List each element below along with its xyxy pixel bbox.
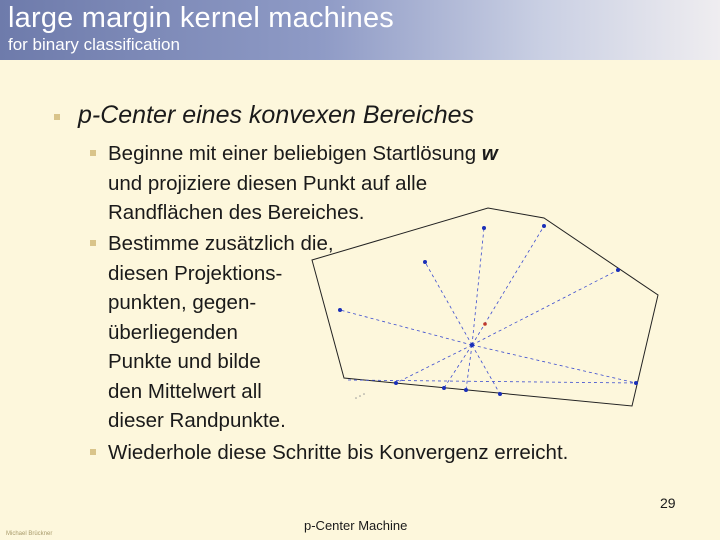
boundary-points bbox=[338, 224, 638, 396]
bullet-1-line-1: Beginne mit einer beliebigen Startlösung w bbox=[108, 142, 498, 165]
bullet-2-line-7: dieser Randpunkte. bbox=[108, 409, 286, 432]
projection-line bbox=[472, 345, 500, 394]
bullet-1-line-2: und projiziere diesen Punkt auf alle bbox=[108, 171, 428, 195]
edge-ticks bbox=[355, 393, 365, 399]
projection-line bbox=[466, 345, 472, 390]
bullet-2-line-4: überliegenden bbox=[108, 320, 238, 344]
projection-lines bbox=[340, 226, 636, 394]
footer-title: p-Center Machine bbox=[304, 518, 408, 533]
boundary-point bbox=[498, 392, 502, 396]
center-point bbox=[483, 322, 487, 326]
projection-line bbox=[396, 345, 472, 383]
slide-title: large margin kernel machines bbox=[8, 2, 394, 34]
bullet-3-line-1: Wiederhole diese Schritte bis Konvergenz erreicht. bbox=[108, 441, 569, 464]
projection-line bbox=[472, 270, 618, 345]
boundary-point bbox=[616, 268, 620, 272]
boundary-point bbox=[394, 381, 398, 385]
section-heading: p-Center eines konvexen Bereiches bbox=[78, 101, 475, 129]
boundary-point bbox=[338, 308, 342, 312]
page-number: 29 bbox=[660, 495, 676, 511]
bullet-2-line-5: Punkte und bilde bbox=[108, 350, 261, 373]
bullet-2-line-2: diesen Projektions- bbox=[108, 261, 283, 285]
projection-line bbox=[425, 262, 472, 345]
edge-tick bbox=[359, 395, 361, 397]
edge-tick bbox=[363, 393, 365, 395]
bullet-2-line-6: den Mittelwert all bbox=[108, 379, 262, 403]
slide-subtitle: for binary classification bbox=[8, 35, 180, 54]
boundary-point bbox=[464, 388, 468, 392]
projection-line bbox=[472, 226, 544, 345]
projection-line bbox=[444, 345, 472, 388]
convex-region-polygon bbox=[312, 208, 658, 406]
boundary-point bbox=[442, 386, 446, 390]
boundary-point bbox=[482, 226, 486, 230]
current-point bbox=[470, 343, 474, 347]
vector-w: w bbox=[481, 142, 498, 165]
bullet-2-line-3: punkten, gegen- bbox=[108, 291, 257, 314]
boundary-point bbox=[542, 224, 546, 228]
bullet-2-line-1: Bestimme zusätzlich die, bbox=[108, 232, 334, 255]
footer-author: Michael Brückner bbox=[6, 531, 53, 537]
edge-tick bbox=[355, 397, 357, 399]
boundary-point bbox=[634, 381, 638, 385]
projection-line bbox=[340, 310, 472, 345]
bullet-1-line-3: Randflächen des Bereiches. bbox=[108, 201, 365, 224]
projection-line bbox=[472, 345, 636, 383]
boundary-point bbox=[423, 260, 427, 264]
